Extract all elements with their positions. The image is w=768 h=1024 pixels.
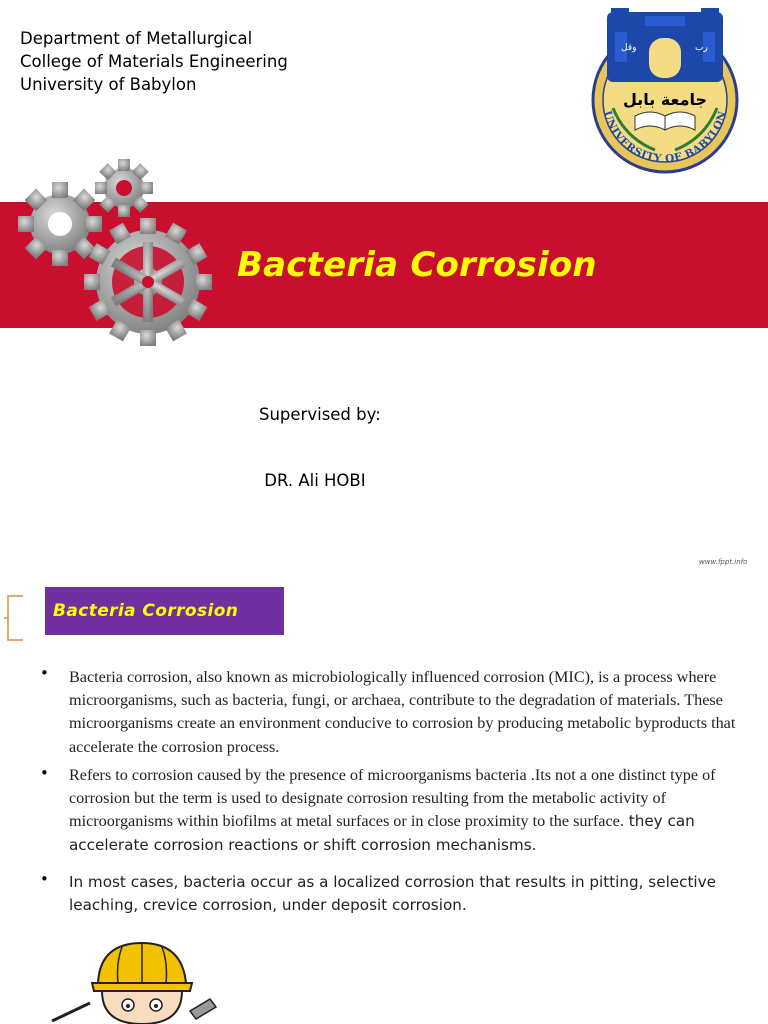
bullet-text: Bacteria corrosion, also known as microbiologically influenced corrosion (MIC), is a process where microorganisms, such as bacteria, fungi, or archaea, contribute to the degradation of materials. These microorganisms create an environment conducive to corrosion by producing metabolic byproducts that accelerate the corrosion process. xyxy=(69,668,736,756)
supervisor-name: DR. Ali HOBI xyxy=(259,471,366,490)
logo-english-text: UNIVERSITY OF BABYLON xyxy=(601,109,729,166)
bullet-item xyxy=(69,666,759,759)
content-slide xyxy=(0,576,768,1024)
engineer-cartoon-illustration xyxy=(50,941,220,1024)
content-title: Bacteria Corrosion xyxy=(53,601,239,621)
department-block xyxy=(20,27,288,96)
svg-text:وقل: وقل xyxy=(621,43,637,53)
department-line: Department of Metallurgical xyxy=(20,29,253,48)
slide-title: Bacteria Corrosion xyxy=(237,245,597,285)
logo-arabic-text: جامعة بابل xyxy=(622,90,708,109)
college-line: College of Materials Engineering xyxy=(20,52,288,71)
university-line: University of Babylon xyxy=(20,75,197,94)
corner-bracket-decoration xyxy=(4,594,24,642)
bullet-item xyxy=(69,764,759,857)
bullet-item xyxy=(69,871,759,917)
svg-text:رب: رب xyxy=(695,43,708,53)
supervised-label: Supervised by: xyxy=(259,405,381,424)
credits-block xyxy=(259,360,394,576)
bullet-marker: • xyxy=(40,870,49,888)
bullet-marker: • xyxy=(40,764,49,782)
bullet-text: In most cases, bacteria occur as a localized corrosion that results in pitting, selective leaching, crevice corrosion, under deposit corrosion. xyxy=(69,873,716,915)
university-logo xyxy=(585,8,745,178)
template-credit: www.fppt.info xyxy=(699,558,748,566)
bullet-text-tail: they can accelerate corrosion reactions or shift corrosion mechanisms. xyxy=(69,812,695,854)
bullet-text: Refers to corrosion caused by the presence of microorganisms bacteria .Its not a one distinct type of corrosion but the term is used to designate corrosion resulting from the metabolic activity of microorganisms within biofilms at metal surfaces or in close proximity to the surface. xyxy=(69,766,716,831)
gears-illustration xyxy=(16,158,216,350)
bullet-marker: • xyxy=(40,664,49,682)
